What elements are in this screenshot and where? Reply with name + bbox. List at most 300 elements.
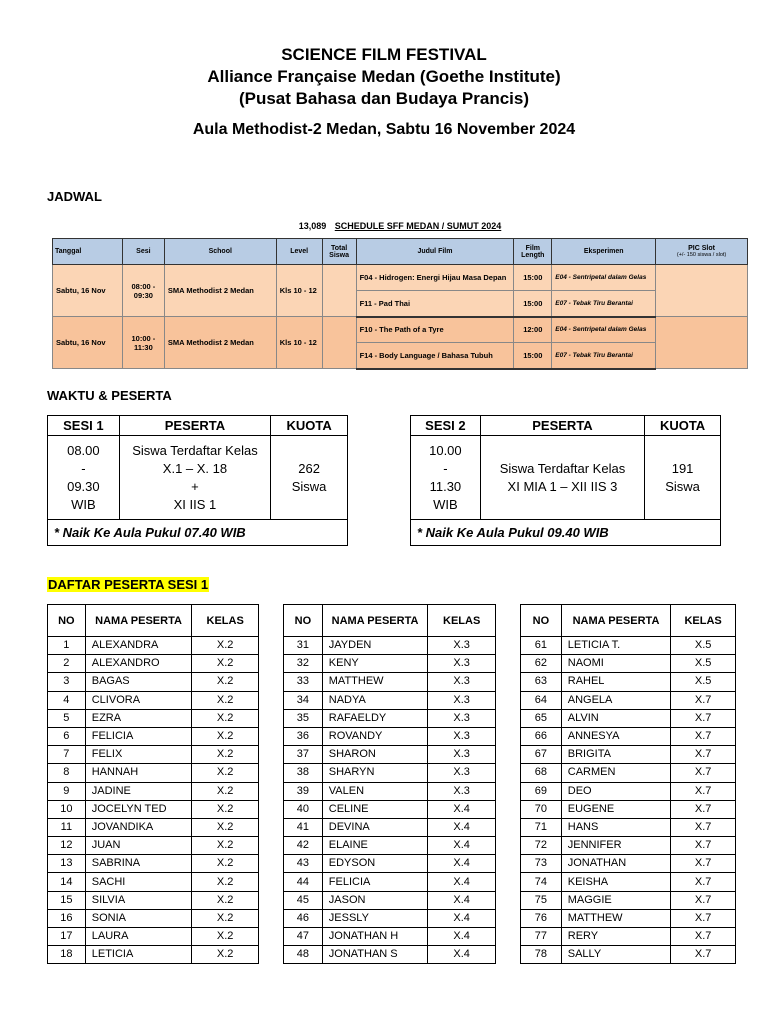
participant-no: 35	[284, 709, 323, 727]
sesi1-time-dash: -	[81, 460, 86, 476]
participant-table-3	[520, 604, 736, 964]
table-row	[284, 891, 496, 909]
table-row	[284, 928, 496, 946]
sesi1-note: * Naik Ke Aula Pukul 07.40 WIB	[48, 520, 348, 546]
schedule-eksperimen: E07 - Tebak Tiru Berantai	[552, 291, 656, 317]
header-no: NO	[521, 605, 562, 637]
participant-no: 72	[521, 837, 562, 855]
participant-kelas: X.2	[192, 727, 259, 745]
participant-no: 2	[48, 655, 86, 673]
table-row	[48, 891, 259, 909]
participant-name: SHARON	[322, 746, 428, 764]
participant-kelas: X.7	[671, 837, 736, 855]
participant-no: 64	[521, 691, 562, 709]
table-row	[521, 800, 736, 818]
table-row	[284, 946, 496, 964]
participant-name: LAURA	[85, 928, 192, 946]
daftar-heading: DAFTAR PESERTA SESI 1	[48, 577, 209, 592]
participant-kelas: X.2	[192, 691, 259, 709]
sesi2-kuota-unit: Siswa	[665, 478, 700, 494]
participant-name: JUAN	[85, 837, 192, 855]
participant-kelas: X.3	[428, 655, 496, 673]
participant-kelas: X.2	[192, 909, 259, 927]
table-row	[521, 818, 736, 836]
participant-name: JONATHAN S	[322, 946, 428, 964]
participant-kelas: X.4	[428, 800, 496, 818]
participant-kelas: X.2	[192, 673, 259, 691]
table-row	[48, 746, 259, 764]
col-sesi: Sesi	[122, 239, 164, 265]
participant-kelas: X.7	[671, 746, 736, 764]
header-no: NO	[284, 605, 323, 637]
participant-name: ALEXANDRO	[85, 655, 192, 673]
table-row	[48, 709, 259, 727]
participant-kelas: X.2	[192, 873, 259, 891]
participant-kelas: X.3	[428, 782, 496, 800]
participant-name: DEO	[561, 782, 671, 800]
col-pic	[656, 239, 748, 265]
participant-no: 74	[521, 873, 562, 891]
col-level: Level	[276, 239, 322, 265]
table-row	[521, 837, 736, 855]
schedule-caption	[52, 221, 748, 231]
schedule-film: F14 - Body Language / Bahasa Tubuh	[356, 343, 514, 369]
sesi1-header-peserta: PESERTA	[119, 416, 270, 436]
participant-no: 8	[48, 764, 86, 782]
participant-name: JOCELYN TED	[85, 800, 192, 818]
schedule-code: 13,089	[298, 221, 327, 231]
participant-no: 14	[48, 873, 86, 891]
sesi2-time-dash: -	[443, 460, 448, 476]
participant-no: 44	[284, 873, 323, 891]
participant-no: 1	[48, 637, 86, 655]
sesi2-time-start: 10.00	[429, 442, 462, 458]
table-row	[284, 746, 496, 764]
table-row	[284, 764, 496, 782]
participant-name: KENY	[322, 655, 428, 673]
participant-name: RAHEL	[561, 673, 671, 691]
participant-no: 47	[284, 928, 323, 946]
sesi1-peserta-line: XI IIS 1	[173, 496, 217, 512]
col-total: Total Siswa	[322, 239, 356, 265]
participant-name: LETICIA	[85, 946, 192, 964]
participant-no: 68	[521, 764, 562, 782]
participant-kelas: X.3	[428, 764, 496, 782]
participant-no: 61	[521, 637, 562, 655]
participant-kelas: X.2	[192, 764, 259, 782]
participant-no: 42	[284, 837, 323, 855]
participant-name: SHARYN	[322, 764, 428, 782]
participant-no: 33	[284, 673, 323, 691]
participant-name: JAYDEN	[322, 637, 428, 655]
sesi2-header-peserta: PESERTA	[480, 416, 644, 436]
participant-name: MATTHEW	[322, 673, 428, 691]
participant-no: 46	[284, 909, 323, 927]
col-eksperimen: Eksperimen	[552, 239, 656, 265]
participant-kelas: X.3	[428, 727, 496, 745]
participant-name: VALEN	[322, 782, 428, 800]
participant-kelas: X.4	[428, 855, 496, 873]
participant-no: 36	[284, 727, 323, 745]
table-row	[284, 782, 496, 800]
participant-no: 71	[521, 818, 562, 836]
participant-name: SILVIA	[85, 891, 192, 909]
col-judul: Judul Film	[356, 239, 514, 265]
participant-no: 67	[521, 746, 562, 764]
participant-no: 10	[48, 800, 86, 818]
sesi1-kuota-unit: Siswa	[291, 478, 327, 494]
table-row	[48, 764, 259, 782]
participant-name: BRIGITA	[561, 746, 671, 764]
schedule-tanggal: Sabtu, 16 Nov	[53, 317, 123, 369]
schedule-school: SMA Methodist 2 Medan	[164, 317, 276, 369]
participant-name: ALVIN	[561, 709, 671, 727]
sesi1-time-end: 09.30	[67, 478, 100, 494]
header-kelas: KELAS	[671, 605, 736, 637]
participant-name: HANS	[561, 818, 671, 836]
participant-kelas: X.4	[428, 818, 496, 836]
sesi1-peserta-line: Siswa Terdaftar Kelas	[132, 442, 258, 458]
table-row	[48, 909, 259, 927]
participant-kelas: X.7	[671, 691, 736, 709]
col-school: School	[164, 239, 276, 265]
participant-name: JENNIFER	[561, 837, 671, 855]
table-row	[48, 782, 259, 800]
participant-no: 45	[284, 891, 323, 909]
table-row	[284, 909, 496, 927]
sesi2-time	[411, 436, 481, 520]
participant-no: 11	[48, 818, 86, 836]
table-row	[48, 818, 259, 836]
participant-name: HANNAH	[85, 764, 192, 782]
participant-no: 43	[284, 855, 323, 873]
table-row	[521, 655, 736, 673]
participant-kelas: X.7	[671, 909, 736, 927]
sesi2-time-end: 11.30	[429, 478, 462, 494]
participant-kelas: X.4	[428, 837, 496, 855]
participant-no: 70	[521, 800, 562, 818]
schedule-length: 15:00	[514, 343, 552, 369]
participant-name: CLIVORA	[85, 691, 192, 709]
header-kelas: KELAS	[428, 605, 496, 637]
participant-kelas: X.5	[671, 637, 736, 655]
participant-table-1	[47, 604, 259, 964]
participant-no: 17	[48, 928, 86, 946]
participant-name: ANGELA	[561, 691, 671, 709]
participant-name: ANNESYA	[561, 727, 671, 745]
table-row	[284, 709, 496, 727]
sesi2-header-kuota: KUOTA	[645, 416, 721, 436]
schedule-length: 15:00	[514, 291, 552, 317]
table-row	[48, 837, 259, 855]
document-header	[0, 44, 768, 140]
participant-kelas: X.7	[671, 946, 736, 964]
col-length: Film Length	[514, 239, 552, 265]
participant-kelas: X.4	[428, 909, 496, 927]
table-row	[521, 673, 736, 691]
participant-kelas: X.4	[428, 873, 496, 891]
participant-no: 78	[521, 946, 562, 964]
waktu-heading: WAKTU & PESERTA	[47, 388, 172, 403]
sesi1-time	[48, 436, 120, 520]
participant-kelas: X.4	[428, 891, 496, 909]
schedule-row	[53, 265, 748, 291]
sesi2-note: * Naik Ke Aula Pukul 09.40 WIB	[411, 520, 721, 546]
table-row	[521, 873, 736, 891]
schedule-length: 15:00	[514, 265, 552, 291]
table-row	[48, 946, 259, 964]
participant-name: SONIA	[85, 909, 192, 927]
schedule-sesi: 10:00 - 11:30	[122, 317, 164, 369]
sesi1-kuota-count: 262	[298, 460, 320, 476]
table-row	[284, 800, 496, 818]
participant-name: EDYSON	[322, 855, 428, 873]
table-row	[284, 673, 496, 691]
participant-no: 5	[48, 709, 86, 727]
participant-kelas: X.4	[428, 928, 496, 946]
sesi1-peserta-line: +	[191, 478, 199, 494]
sesi2-peserta	[480, 436, 644, 520]
schedule-header-row	[53, 239, 748, 265]
participant-no: 40	[284, 800, 323, 818]
table-row	[521, 637, 736, 655]
participant-kelas: X.2	[192, 746, 259, 764]
participant-no: 12	[48, 837, 86, 855]
table-row	[284, 818, 496, 836]
schedule-film: F10 - The Path of a Tyre	[356, 317, 514, 343]
table-row	[284, 655, 496, 673]
schedule-film: F04 - Hidrogen: Energi Hijau Masa Depan	[356, 265, 514, 291]
sesi2-table	[410, 415, 721, 546]
participant-name: JONATHAN	[561, 855, 671, 873]
participant-name: RERY	[561, 928, 671, 946]
schedule-total	[322, 317, 356, 369]
table-row	[521, 727, 736, 745]
participant-table-2	[283, 604, 496, 964]
sesi2-time-zone: WIB	[433, 496, 458, 512]
participant-no: 76	[521, 909, 562, 927]
sesi1-header-kuota: KUOTA	[271, 416, 348, 436]
participant-kelas: X.2	[192, 709, 259, 727]
participant-kelas: X.2	[192, 818, 259, 836]
schedule-eksperimen: E04 - Sentripetal dalam Gelas	[552, 265, 656, 291]
table-row	[521, 946, 736, 964]
participant-name: CELINE	[322, 800, 428, 818]
participant-name: MAGGIE	[561, 891, 671, 909]
table-row	[284, 691, 496, 709]
participant-no: 7	[48, 746, 86, 764]
participant-name: CARMEN	[561, 764, 671, 782]
table-row	[284, 873, 496, 891]
table-row	[521, 855, 736, 873]
sesi2-kuota	[645, 436, 721, 520]
schedule-level: Kls 10 - 12	[276, 317, 322, 369]
table-row	[48, 855, 259, 873]
table-row	[48, 727, 259, 745]
participant-no: 62	[521, 655, 562, 673]
schedule-length: 12:00	[514, 317, 552, 343]
table-row	[521, 691, 736, 709]
table-row	[284, 855, 496, 873]
sesi1-header-sesi: SESI 1	[48, 416, 120, 436]
participant-no: 65	[521, 709, 562, 727]
table-row	[48, 928, 259, 946]
jadwal-heading: JADWAL	[47, 189, 102, 204]
participant-kelas: X.7	[671, 928, 736, 946]
participant-name: FELICIA	[322, 873, 428, 891]
participant-name: NADYA	[322, 691, 428, 709]
table-row	[48, 691, 259, 709]
participant-name: ALEXANDRA	[85, 637, 192, 655]
participant-kelas: X.4	[428, 946, 496, 964]
organizer-name: Alliance Française Medan (Goethe Institute)	[207, 67, 561, 86]
participant-name: JOVANDIKA	[85, 818, 192, 836]
festival-title: SCIENCE FILM FESTIVAL	[281, 45, 487, 64]
participant-name: BAGAS	[85, 673, 192, 691]
participant-no: 6	[48, 727, 86, 745]
schedule-tanggal: Sabtu, 16 Nov	[53, 265, 123, 317]
participant-no: 77	[521, 928, 562, 946]
participant-kelas: X.2	[192, 855, 259, 873]
participant-name: LETICIA T.	[561, 637, 671, 655]
schedule-row	[53, 317, 748, 343]
participant-name: DEVINA	[322, 818, 428, 836]
participant-no: 63	[521, 673, 562, 691]
participant-no: 37	[284, 746, 323, 764]
participant-kelas: X.7	[671, 855, 736, 873]
participant-kelas: X.2	[192, 655, 259, 673]
participant-kelas: X.3	[428, 691, 496, 709]
participant-no: 41	[284, 818, 323, 836]
table-row	[48, 673, 259, 691]
participant-no: 75	[521, 891, 562, 909]
participant-no: 3	[48, 673, 86, 691]
participant-no: 66	[521, 727, 562, 745]
participant-kelas: X.7	[671, 709, 736, 727]
participant-kelas: X.2	[192, 837, 259, 855]
participant-kelas: X.3	[428, 673, 496, 691]
participant-name: EUGENE	[561, 800, 671, 818]
col-pic-label: PIC Slot	[688, 245, 715, 252]
participant-name: SABRINA	[85, 855, 192, 873]
schedule-sesi: 08:00 - 09:30	[122, 265, 164, 317]
participant-no: 18	[48, 946, 86, 964]
sesi1-time-start: 08.00	[67, 442, 100, 458]
table-row	[521, 709, 736, 727]
participant-no: 39	[284, 782, 323, 800]
participant-kelas: X.7	[671, 891, 736, 909]
sesi2-peserta-line: Siswa Terdaftar Kelas	[499, 460, 626, 476]
participant-no: 73	[521, 855, 562, 873]
schedule-level: Kls 10 - 12	[276, 265, 322, 317]
sesi2-kuota-count: 191	[671, 460, 694, 476]
participant-name: EZRA	[85, 709, 192, 727]
table-row	[48, 800, 259, 818]
col-tanggal: Tanggal	[53, 239, 123, 265]
participant-no: 15	[48, 891, 86, 909]
participant-no: 34	[284, 691, 323, 709]
participant-no: 48	[284, 946, 323, 964]
participant-no: 31	[284, 637, 323, 655]
participant-name: FELICIA	[85, 727, 192, 745]
participant-kelas: X.2	[192, 800, 259, 818]
table-row	[521, 909, 736, 927]
sesi1-peserta	[119, 436, 270, 520]
sesi1-table	[47, 415, 348, 546]
table-row	[48, 637, 259, 655]
table-row	[521, 891, 736, 909]
participant-name: SACHI	[85, 873, 192, 891]
participant-kelas: X.2	[192, 928, 259, 946]
table-row	[284, 837, 496, 855]
header-nama: NAMA PESERTA	[322, 605, 428, 637]
table-row	[48, 655, 259, 673]
table-row	[521, 746, 736, 764]
schedule-school: SMA Methodist 2 Medan	[164, 265, 276, 317]
participant-name: RAFAELDY	[322, 709, 428, 727]
participant-name: ELAINE	[322, 837, 428, 855]
participant-name: NAOMI	[561, 655, 671, 673]
table-row	[284, 727, 496, 745]
organizer-subtitle: (Pusat Bahasa dan Budaya Prancis)	[238, 89, 530, 108]
participant-kelas: X.5	[671, 655, 736, 673]
table-row	[284, 637, 496, 655]
schedule-pic	[656, 317, 748, 369]
participant-kelas: X.3	[428, 746, 496, 764]
participant-no: 69	[521, 782, 562, 800]
schedule-eksperimen: E07 - Tebak Tiru Berantai	[552, 343, 656, 369]
schedule-table	[52, 238, 748, 370]
participant-kelas: X.2	[192, 637, 259, 655]
participant-name: ROVANDY	[322, 727, 428, 745]
participant-name: JESSLY	[322, 909, 428, 927]
schedule-title: SCHEDULE SFF MEDAN / SUMUT 2024	[334, 221, 502, 231]
participant-name: JASON	[322, 891, 428, 909]
schedule-pic	[656, 265, 748, 317]
sesi2-peserta-line: XI MIA 1 – XII IIS 3	[507, 478, 618, 494]
col-pic-note: (+/- 150 siswa / slot)	[676, 252, 727, 258]
table-row	[521, 764, 736, 782]
participant-name: MATTHEW	[561, 909, 671, 927]
schedule-eksperimen: E04 - Sentripetal dalam Gelas	[552, 317, 656, 343]
participant-no: 13	[48, 855, 86, 873]
participant-kelas: X.3	[428, 709, 496, 727]
table-row	[521, 928, 736, 946]
schedule-film: F11 - Pad Thai	[356, 291, 514, 317]
participant-no: 4	[48, 691, 86, 709]
participant-kelas: X.2	[192, 891, 259, 909]
sesi2-header-sesi: SESI 2	[411, 416, 481, 436]
participant-kelas: X.3	[428, 637, 496, 655]
sesi1-kuota	[271, 436, 348, 520]
participant-kelas: X.7	[671, 727, 736, 745]
schedule-total	[322, 265, 356, 317]
participant-kelas: X.7	[671, 782, 736, 800]
sesi1-peserta-line: X.1 – X. 18	[162, 460, 228, 476]
participant-kelas: X.7	[671, 818, 736, 836]
participant-name: KEISHA	[561, 873, 671, 891]
participant-no: 9	[48, 782, 86, 800]
participant-name: SALLY	[561, 946, 671, 964]
participant-kelas: X.7	[671, 800, 736, 818]
header-kelas: KELAS	[192, 605, 259, 637]
header-no: NO	[48, 605, 86, 637]
participant-no: 38	[284, 764, 323, 782]
participant-no: 16	[48, 909, 86, 927]
participant-kelas: X.5	[671, 673, 736, 691]
header-nama: NAMA PESERTA	[85, 605, 192, 637]
participant-kelas: X.7	[671, 873, 736, 891]
